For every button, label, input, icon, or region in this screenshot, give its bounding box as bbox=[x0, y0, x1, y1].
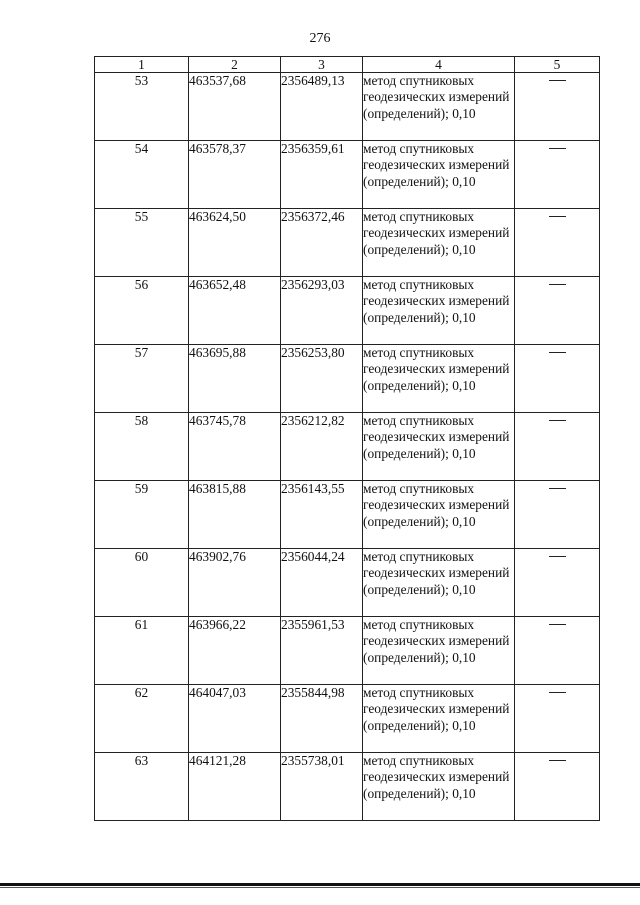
method-cell: метод спутниковых геодезических измерений (определений); 0,10 bbox=[363, 481, 515, 549]
x-coordinate-cell: 463815,88 bbox=[189, 481, 281, 549]
y-coordinate-cell: 2356143,55 bbox=[281, 481, 363, 549]
point-number-cell: 60 bbox=[95, 549, 189, 617]
table-row bbox=[95, 345, 600, 413]
note-cell bbox=[515, 345, 600, 413]
bottom-rule bbox=[0, 883, 640, 886]
point-number-cell: 54 bbox=[95, 141, 189, 209]
header-col-2: 2 bbox=[189, 57, 281, 73]
y-coordinate-cell: 2356372,46 bbox=[281, 209, 363, 277]
dash-mark bbox=[549, 624, 566, 625]
dash-mark bbox=[549, 760, 566, 761]
y-coordinate-cell: 2355844,98 bbox=[281, 685, 363, 753]
y-coordinate-cell: 2356359,61 bbox=[281, 141, 363, 209]
point-number-cell: 62 bbox=[95, 685, 189, 753]
page-number: 276 bbox=[309, 31, 331, 46]
dash-mark bbox=[549, 692, 566, 693]
dash-mark bbox=[549, 216, 566, 217]
x-coordinate-cell: 464121,28 bbox=[189, 753, 281, 821]
x-coordinate-cell: 463902,76 bbox=[189, 549, 281, 617]
coordinates-table bbox=[94, 56, 600, 821]
note-cell bbox=[515, 549, 600, 617]
y-coordinate-cell: 2355961,53 bbox=[281, 617, 363, 685]
x-coordinate-cell: 463624,50 bbox=[189, 209, 281, 277]
note-cell bbox=[515, 685, 600, 753]
table-row bbox=[95, 753, 600, 821]
dash-mark bbox=[549, 556, 566, 557]
y-coordinate-cell: 2356212,82 bbox=[281, 413, 363, 481]
header-col-1: 1 bbox=[95, 57, 189, 73]
point-number-cell: 57 bbox=[95, 345, 189, 413]
dash-mark bbox=[549, 148, 566, 149]
table-row bbox=[95, 549, 600, 617]
y-coordinate-cell: 2356044,24 bbox=[281, 549, 363, 617]
dash-mark bbox=[549, 488, 566, 489]
x-coordinate-cell: 464047,03 bbox=[189, 685, 281, 753]
note-cell bbox=[515, 481, 600, 549]
method-cell: метод спутниковых геодезических измерений (определений); 0,10 bbox=[363, 345, 515, 413]
header-col-3: 3 bbox=[281, 57, 363, 73]
dash-mark bbox=[549, 80, 566, 81]
header-col-5: 5 bbox=[515, 57, 600, 73]
bottom-rule-thin bbox=[0, 887, 640, 888]
y-coordinate-cell: 2356293,03 bbox=[281, 277, 363, 345]
method-cell: метод спутниковых геодезических измерений (определений); 0,10 bbox=[363, 549, 515, 617]
x-coordinate-cell: 463745,78 bbox=[189, 413, 281, 481]
table-row bbox=[95, 277, 600, 345]
table-header-row bbox=[95, 57, 600, 73]
point-number-cell: 53 bbox=[95, 73, 189, 141]
note-cell bbox=[515, 617, 600, 685]
x-coordinate-cell: 463578,37 bbox=[189, 141, 281, 209]
dash-mark bbox=[549, 352, 566, 353]
x-coordinate-cell: 463966,22 bbox=[189, 617, 281, 685]
method-cell: метод спутниковых геодезических измерений (определений); 0,10 bbox=[363, 141, 515, 209]
point-number-cell: 58 bbox=[95, 413, 189, 481]
point-number-cell: 63 bbox=[95, 753, 189, 821]
note-cell bbox=[515, 141, 600, 209]
x-coordinate-cell: 463537,68 bbox=[189, 73, 281, 141]
method-cell: метод спутниковых геодезических измерений (определений); 0,10 bbox=[363, 209, 515, 277]
note-cell bbox=[515, 277, 600, 345]
table-row bbox=[95, 617, 600, 685]
y-coordinate-cell: 2356489,13 bbox=[281, 73, 363, 141]
table-row bbox=[95, 481, 600, 549]
note-cell bbox=[515, 73, 600, 141]
method-cell: метод спутниковых геодезических измерений (определений); 0,10 bbox=[363, 753, 515, 821]
dash-mark bbox=[549, 420, 566, 421]
point-number-cell: 55 bbox=[95, 209, 189, 277]
table-row bbox=[95, 413, 600, 481]
method-cell: метод спутниковых геодезических измерений (определений); 0,10 bbox=[363, 685, 515, 753]
note-cell bbox=[515, 753, 600, 821]
header-col-4: 4 bbox=[363, 57, 515, 73]
table-row bbox=[95, 141, 600, 209]
y-coordinate-cell: 2356253,80 bbox=[281, 345, 363, 413]
point-number-cell: 61 bbox=[95, 617, 189, 685]
table-row bbox=[95, 73, 600, 141]
note-cell bbox=[515, 413, 600, 481]
x-coordinate-cell: 463695,88 bbox=[189, 345, 281, 413]
point-number-cell: 59 bbox=[95, 481, 189, 549]
table-row bbox=[95, 685, 600, 753]
note-cell bbox=[515, 209, 600, 277]
x-coordinate-cell: 463652,48 bbox=[189, 277, 281, 345]
method-cell: метод спутниковых геодезических измерений (определений); 0,10 bbox=[363, 73, 515, 141]
point-number-cell: 56 bbox=[95, 277, 189, 345]
method-cell: метод спутниковых геодезических измерений (определений); 0,10 bbox=[363, 277, 515, 345]
dash-mark bbox=[549, 284, 566, 285]
table-row bbox=[95, 209, 600, 277]
y-coordinate-cell: 2355738,01 bbox=[281, 753, 363, 821]
method-cell: метод спутниковых геодезических измерений (определений); 0,10 bbox=[363, 413, 515, 481]
method-cell: метод спутниковых геодезических измерений (определений); 0,10 bbox=[363, 617, 515, 685]
